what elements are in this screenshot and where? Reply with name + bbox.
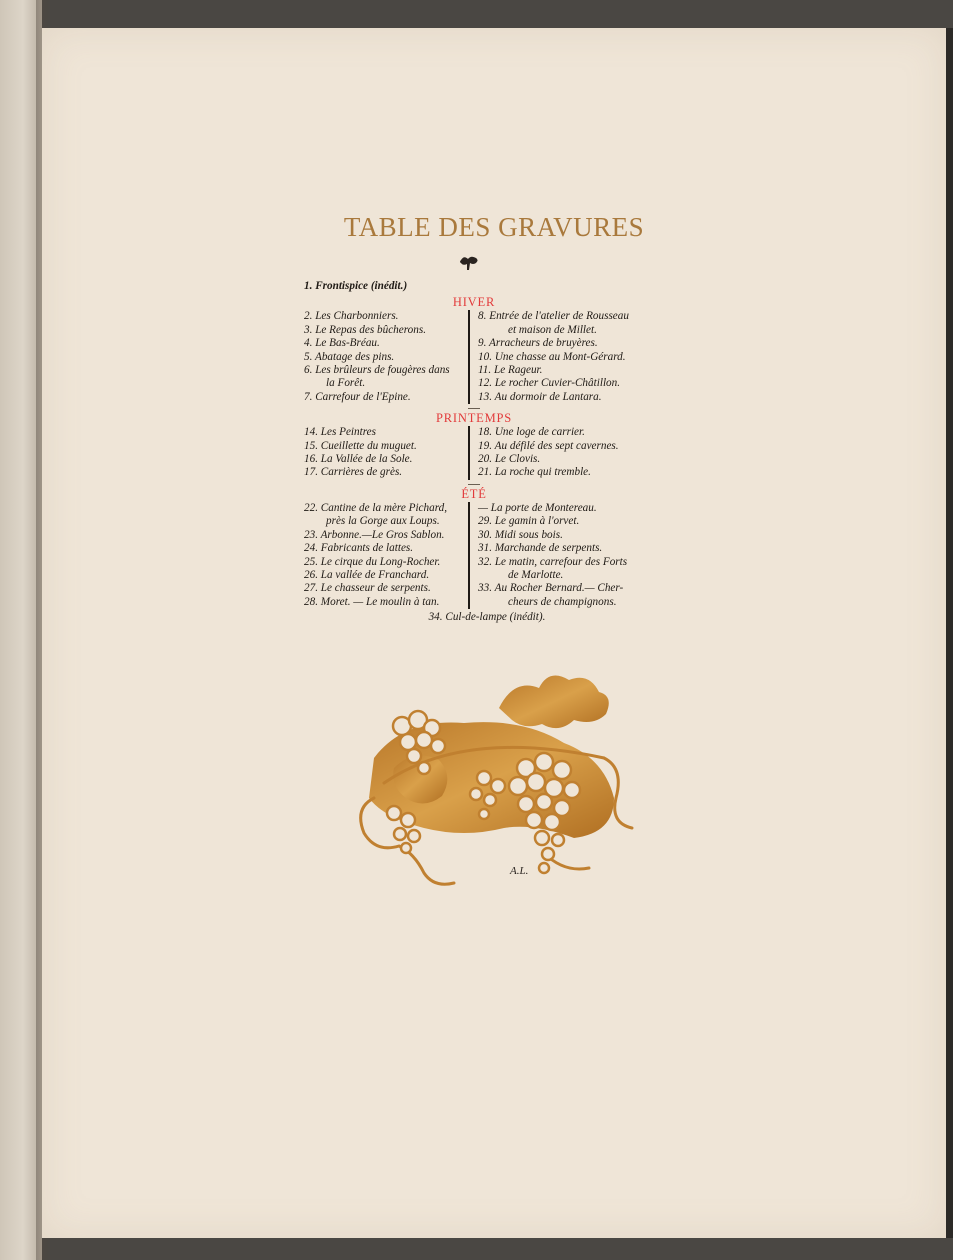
- table-of-engravings: [304, 278, 644, 625]
- toc-entry: 3. Le Repas des bûcherons.: [304, 323, 427, 336]
- right-column: [478, 426, 644, 480]
- column-divider: [468, 502, 470, 609]
- section-heading: HIVER: [452, 295, 496, 310]
- toc-entry: 8. Entrée de l'atelier de Rousseau: [478, 310, 629, 323]
- toc-entry: 12. Le rocher Cuvier-Châtillon.: [478, 377, 621, 390]
- right-column: [478, 310, 644, 404]
- toc-entry: 30. Midi sous bois.: [478, 528, 563, 541]
- toc-entry: 33. Au Rocher Bernard.— Cher-: [478, 582, 624, 595]
- toc-entry: 13. Au dormoir de Lantara.: [478, 390, 602, 403]
- section-rule: [468, 484, 480, 485]
- toc-entry: 20. Le Clovis.: [478, 453, 541, 466]
- book-page: [42, 28, 946, 1238]
- toc-entry-continuation: cheurs de champignons.: [508, 595, 617, 608]
- toc-entry: 22. Cantine de la mère Pichard,: [304, 501, 448, 514]
- toc-entry-frontispiece: 1. Frontispice (inédit.): [304, 280, 408, 292]
- toc-entry: — La porte de Montereau.: [478, 501, 597, 514]
- toc-entry: 5. Abatage des pins.: [304, 350, 395, 363]
- grape-vine-illustration: [314, 648, 654, 918]
- page-title: TABLE DES GRAVURES: [343, 212, 645, 242]
- toc-entry: 6. Les brûleurs de fougères dans: [304, 364, 450, 377]
- left-column: [304, 426, 468, 480]
- toc-entry: 19. Au défilé des sept cavernes.: [478, 439, 619, 452]
- toc-entry-continuation: près la Gorge aux Loups.: [326, 515, 440, 528]
- toc-entry: 28. Moret. — Le moulin à tan.: [304, 595, 440, 608]
- toc-entry: 32. Le matin, carrefour des Forts: [478, 555, 628, 568]
- toc-entry: 4. Le Bas-Bréau.: [304, 337, 380, 350]
- toc-entry: 9. Arracheurs de bruyères.: [478, 337, 598, 350]
- toc-entry: 31. Marchande de serpents.: [478, 542, 603, 555]
- artist-signature: A.L.: [510, 865, 529, 877]
- toc-entry-cul-de-lampe: 34. Cul-de-lampe (inédit).: [428, 611, 546, 624]
- toc-entry: 7. Carrefour de l'Epine.: [304, 390, 411, 403]
- toc-entry: 10. Une chasse au Mont-Gérard.: [478, 350, 626, 363]
- right-column: [478, 502, 644, 609]
- toc-entry: 25. Le cirque du Long-Rocher.: [304, 555, 441, 568]
- toc-entry: 16. La Vallée de la Sole.: [304, 453, 413, 466]
- toc-entry-continuation: de Marlotte.: [508, 568, 564, 581]
- toc-entry: 24. Fabricants de lattes.: [304, 542, 414, 555]
- toc-entry: 23. Arbonne.—Le Gros Sablon.: [304, 528, 445, 541]
- toc-entry: 17. Carrières de grès.: [304, 466, 403, 479]
- section-heading: ÉTÉ: [461, 486, 487, 501]
- book-cover-edge: [946, 28, 953, 1238]
- toc-entry: 14. Les Peintres: [304, 426, 376, 439]
- toc-entry: 26. La vallée de Franchard.: [304, 568, 430, 581]
- toc-entry: 18. Une loge de carrier.: [478, 426, 585, 439]
- toc-entry: 21. La roche qui tremble.: [478, 466, 591, 479]
- toc-entry: 27. Le chasseur de serpents.: [304, 582, 431, 595]
- toc-entry: 2. Les Charbonniers.: [304, 310, 399, 323]
- column-divider: [468, 310, 470, 404]
- grape-vine-vignette: [314, 648, 654, 918]
- section-ete: [304, 487, 644, 609]
- toc-entry: 11. Le Rageur.: [478, 364, 543, 377]
- toc-entry-continuation: la Forêt.: [326, 377, 366, 390]
- fleuron-ornament-icon: [458, 254, 480, 272]
- section-hiver: [304, 295, 644, 409]
- toc-entry-continuation: et maison de Millet.: [508, 323, 597, 336]
- section-heading: PRINTEMPS: [436, 411, 512, 426]
- section-rule: [468, 408, 480, 409]
- left-column: [304, 310, 468, 404]
- column-divider: [468, 426, 470, 480]
- section-printemps: [304, 411, 644, 485]
- toc-entry: 15. Cueillette du muguet.: [304, 439, 417, 452]
- toc-entry: 29. Le gamin à l'orvet.: [478, 515, 580, 528]
- left-column: [304, 502, 468, 609]
